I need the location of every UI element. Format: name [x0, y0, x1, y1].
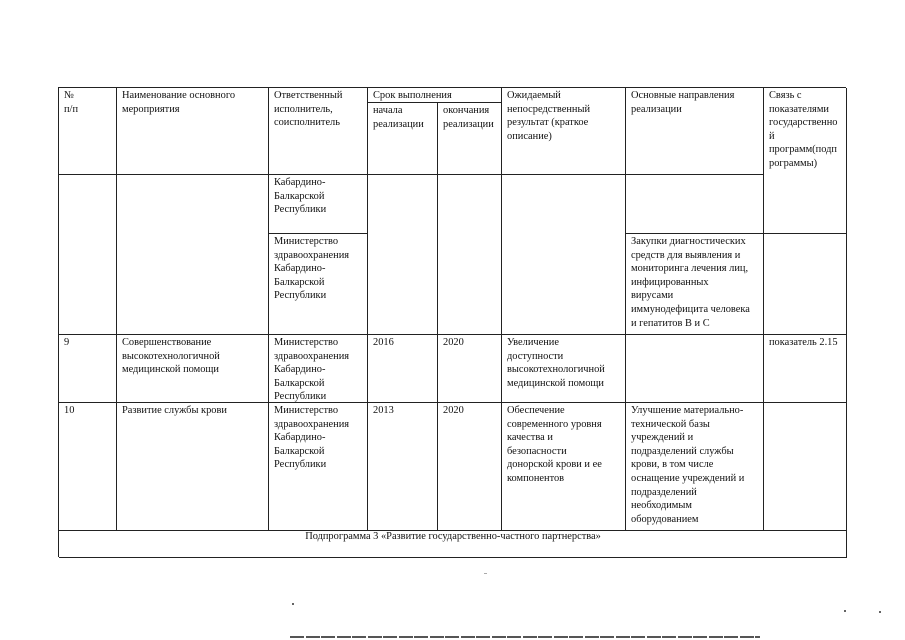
cont-end-cell: [438, 175, 502, 335]
row-9-result: Увеличение доступности высокотехнологичной медицинской помощи: [502, 335, 626, 403]
row-9-indicator: показатель 2.15: [764, 335, 847, 403]
header-expected-result: Ожидаемый непосредственный результат (краткое описание): [502, 88, 626, 175]
cont-result-cell: [502, 175, 626, 335]
header-indicator-link: Связь с показателями государственно й программ(подп рограммы): [764, 88, 847, 234]
row-9-responsible: Министерство здравоохранения Кабардино- Балкарской Республики: [269, 335, 368, 403]
cont-number-cell: [59, 175, 117, 335]
program-activities-table: [58, 87, 846, 557]
scan-speck: [844, 610, 846, 612]
scan-speck: [292, 603, 294, 605]
cont-responsible-1: Кабардино- Балкарской Республики: [269, 175, 368, 234]
row-9-end: 2020: [438, 335, 502, 403]
scan-speck: [879, 611, 881, 613]
cont-link-cell: [764, 234, 847, 335]
cont-directions-1: [626, 175, 764, 234]
row-10-start: 2013: [368, 403, 438, 531]
header-start: начала реализации: [368, 103, 438, 175]
subprogram-3-title: Подпрограмма 3 «Развитие государственно-частного партнерства»: [59, 531, 847, 558]
row-10-end: 2020: [438, 403, 502, 531]
scan-speck: [484, 573, 487, 574]
header-term: Срок выполнения: [368, 88, 502, 103]
row-10-responsible: Министерство здравоохранения Кабардино- Балкарской Республики: [269, 403, 368, 531]
header-responsible: Ответственный исполнитель, соисполнитель: [269, 88, 368, 175]
row-10-result: Обеспечение современного уровня качества и безопасности донорской крови и ее компонентов: [502, 403, 626, 531]
header-number: № п/п: [59, 88, 117, 175]
cont-start-cell: [368, 175, 438, 335]
row-9-name: Совершенствование высокотехнологичной медицинской помощи: [117, 335, 269, 403]
header-end: окончания реализации: [438, 103, 502, 175]
header-directions: Основные направления реализации: [626, 88, 764, 175]
row-9-number: 9: [59, 335, 117, 403]
row-10-indicator: [764, 403, 847, 531]
row-10-directions: Улучшение материально- технической базы учреждений и подразделений службы крови, в том числе оснащение учреждений и подразделений необходимым оборудованием: [626, 403, 764, 531]
next-page-edge-line: [290, 636, 760, 638]
row-9-start: 2016: [368, 335, 438, 403]
cont-directions-2: Закупки диагностических средств для выявления и мониторинга лечения лиц, инфицированных вирусами иммунодефицита человека и гепатитов В и С: [626, 234, 764, 335]
row-9-directions: [626, 335, 764, 403]
row-10-name: Развитие службы крови: [117, 403, 269, 531]
header-activity-name: Наименование основного мероприятия: [117, 88, 269, 175]
row-10-number: 10: [59, 403, 117, 531]
cont-responsible-2: Министерство здравоохранения Кабардино- Балкарской Республики: [269, 234, 368, 335]
cont-name-cell: [117, 175, 269, 335]
